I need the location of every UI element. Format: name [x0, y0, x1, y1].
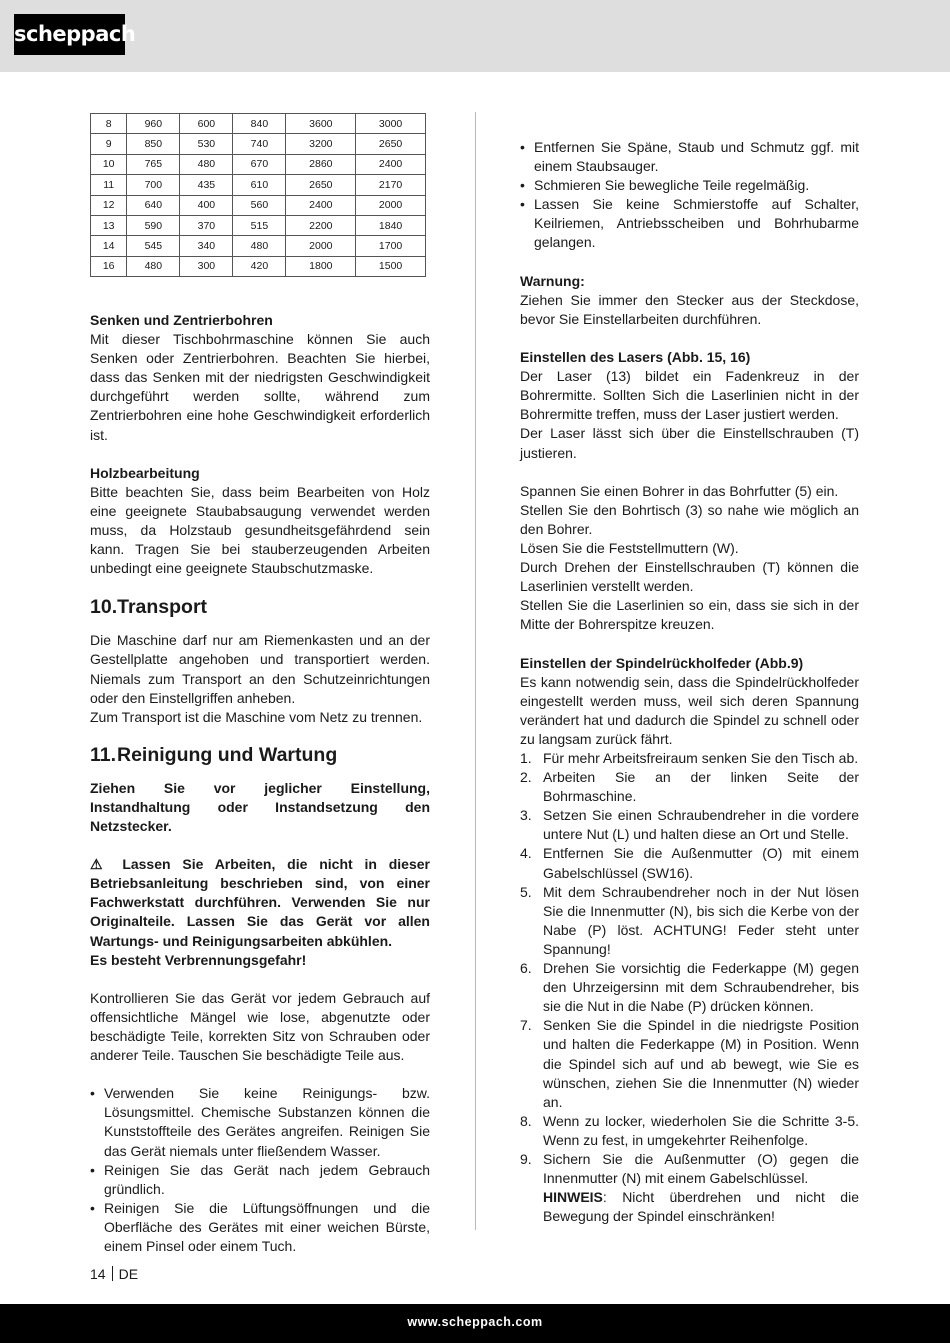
- notice-burn: Es besteht Verbrennungsgefahr!: [90, 951, 307, 968]
- paragraph-senken: Mit dieser Tischbohrmaschine können Sie auch Senken oder Zentrierbohren. Beachten Sie hierbei, dass das Senken mit der niedrigsten Geschwindigkeit durchgeführt werden sollte, während zum Zentrierbohren eine hohe Geschwindigkeit erforderlich ist.: [90, 331, 430, 443]
- list-item: 2. Arbeiten Sie an der linken Seite der Bohrmaschine.: [520, 769, 859, 805]
- table-cell: 1800: [286, 256, 356, 276]
- table-cell: 435: [180, 175, 233, 195]
- table-row: [91, 256, 426, 276]
- table-cell: 340: [180, 236, 233, 256]
- table-cell: 11: [91, 175, 127, 195]
- table-cell: 700: [127, 175, 180, 195]
- notice-unplug: Ziehen Sie vor jeglicher Einstellung, Instandhaltung oder Instandsetzung den Netzstecker.: [90, 779, 430, 834]
- table-cell: 16: [91, 256, 127, 276]
- table-cell: 1700: [356, 236, 426, 256]
- table-cell: 740: [233, 134, 286, 154]
- section-heading-warnung: Warnung:: [520, 272, 585, 289]
- list-item: 1. Für mehr Arbeitsfreiraum senken Sie den Tisch ab.: [520, 750, 859, 766]
- footer-url[interactable]: www.scheppach.com: [407, 1315, 543, 1329]
- table-row: [91, 154, 426, 174]
- paragraph-laser-6: Durch Drehen der Einstellschrauben (T) können die Laserlinien verstellt werden.: [520, 559, 859, 595]
- feder-steps: [520, 749, 859, 1226]
- table-cell: 2860: [286, 154, 356, 174]
- table-cell: 560: [233, 195, 286, 215]
- notice-workshop: ⚠ Lassen Sie Arbeiten, die nicht in dieser Betriebsanleitung beschrieben sind, von einer Fachwerkstatt durchführen. Verwenden Sie nur Originalteile. Lassen Sie das Gerät vor allen Wartungs- und Reinigungsarbeiten abkühlen.: [90, 856, 430, 949]
- table-row: [91, 134, 426, 154]
- list-item: 4. Entfernen Sie die Außenmutter (O) mit einem Gabelschlüssel (SW16).: [520, 845, 859, 881]
- section-heading-holz: Holzbearbeitung: [90, 464, 200, 481]
- table-cell: 9: [91, 134, 127, 154]
- page-header: [0, 0, 950, 72]
- list-item: • Verwenden Sie keine Reinigungs- bzw. Lösungsmittel. Chemische Substanzen können die Kunststoffteile des Gerätes angreifen. Reinigen Sie das Gerät niemals unter fließendem Wasser.: [90, 1085, 430, 1159]
- table-cell: 14: [91, 236, 127, 256]
- table-cell: 640: [127, 195, 180, 215]
- table-cell: 480: [233, 236, 286, 256]
- table-cell: 1840: [356, 215, 426, 235]
- list-item: • Schmieren Sie bewegliche Teile regelmäßig.: [520, 177, 810, 194]
- section-heading-laser: Einstellen des Lasers (Abb. 15, 16): [520, 349, 751, 366]
- table-cell: 10: [91, 154, 127, 174]
- left-column: [90, 311, 430, 1256]
- paragraph-kontrolle: Kontrollieren Sie das Gerät vor jedem Gebrauch auf offensichtliche Mängel wie lose, abgenutzte oder beschädigte Teile, korrekten Sitz von Schrauben oder anderer Teile. Tauschen Sie beschädigte Teile aus.: [90, 989, 430, 1064]
- table-cell: 2170: [356, 175, 426, 195]
- table-cell: 840: [233, 114, 286, 134]
- table-cell: 3600: [286, 114, 356, 134]
- hinweis-text: : Nicht überdrehen und nicht die Bewegung der Spindel einschränken!: [543, 1189, 859, 1225]
- hinweis-label: HINWEIS: [543, 1189, 603, 1206]
- list-item: • Entfernen Sie Späne, Staub und Schmutz ggf. mit einem Staubsauger.: [520, 139, 859, 175]
- paragraph-laser-2: Der Laser lässt sich über die Einstellschrauben (T) justieren.: [520, 425, 859, 461]
- table-cell: 480: [127, 256, 180, 276]
- list-item: • Reinigen Sie die Lüftungsöffnungen und die Oberfläche des Gerätes mit einer weichen Bürste, einem Pinsel oder einem Tuch.: [90, 1199, 430, 1255]
- table-cell: 610: [233, 175, 286, 195]
- list-item: 9. Sichern Sie die Außenmutter (O) gegen die Innenmutter (N) mit einem Gabelschlüssel. HINWEIS: Nicht überdrehen und nicht die Bewegung der Spindel einschränken!: [520, 1150, 859, 1225]
- table-cell: 1500: [356, 256, 426, 276]
- paragraph-warnung: Ziehen Sie immer den Stecker aus der Steckdose, bevor Sie Einstellarbeiten durchführen.: [520, 291, 859, 327]
- table-cell: 2200: [286, 215, 356, 235]
- table-cell: 2400: [286, 195, 356, 215]
- chapter-heading-reinigung: 11.Reinigung und Wartung: [90, 743, 338, 766]
- table-cell: 3000: [356, 114, 426, 134]
- table-cell: 2000: [356, 195, 426, 215]
- list-item: 7. Senken Sie die Spindel in die niedrigste Position und halten die Federkappe (M) in Position. Wenn die Spindel sich auf und ab bewegt, wie Sie es wünschen, ziehen Sie die Innenmutter (N) wieder an.: [520, 1017, 859, 1110]
- table-cell: 2000: [286, 236, 356, 256]
- section-heading-feder: Einstellen der Spindelrückholfeder (Abb.9): [520, 654, 804, 671]
- paragraph-laser-4: Stellen Sie den Bohrtisch (3) so nahe wie möglich an den Bohrer.: [520, 501, 859, 537]
- paragraph-laser-1: Der Laser (13) bildet ein Fadenkreuz in der Bohrermitte. Sollten Sich die Laserlinien nicht in der Bohrermitte treffen, muss der Laser justiert werden.: [520, 368, 859, 423]
- list-item: • Lassen Sie keine Schmierstoffe auf Schalter, Keilriemen, Antriebsscheiben und Bohrhubarme gelangen.: [520, 196, 859, 251]
- chapter-heading-transport: 10.Transport: [90, 596, 208, 619]
- table-cell: 600: [180, 114, 233, 134]
- table-cell: 3200: [286, 134, 356, 154]
- table-cell: 545: [127, 236, 180, 256]
- table-cell: 2650: [356, 134, 426, 154]
- right-column: [520, 138, 859, 1226]
- brand-logo: scheppach: [14, 14, 125, 55]
- table-cell: 2400: [356, 154, 426, 174]
- speed-table: [90, 113, 426, 277]
- table-cell: 13: [91, 215, 127, 235]
- table-cell: 370: [180, 215, 233, 235]
- table-cell: 8: [91, 114, 127, 134]
- table-cell: 12: [91, 195, 127, 215]
- cleaning-list: [90, 1084, 430, 1256]
- warning-icon: ⚠: [90, 856, 111, 873]
- table-row: [91, 195, 426, 215]
- table-cell: 530: [180, 134, 233, 154]
- table-cell: 400: [180, 195, 233, 215]
- table-cell: 300: [180, 256, 233, 276]
- table-cell: 480: [180, 154, 233, 174]
- table-cell: 960: [127, 114, 180, 134]
- table-row: [91, 215, 426, 235]
- paragraph-laser-7: Stellen Sie die Laserlinien so ein, dass sie sich in der Mitte der Bohrerspitze kreuzen.: [520, 597, 859, 633]
- table-cell: 515: [233, 215, 286, 235]
- list-item: • Reinigen Sie das Gerät nach jedem Gebrauch gründlich.: [90, 1161, 430, 1197]
- table-row: [91, 114, 426, 134]
- section-heading-senken: Senken und Zentrierbohren: [90, 312, 273, 328]
- page-footer: [0, 1304, 950, 1343]
- table-cell: 420: [233, 256, 286, 276]
- table-cell: 2650: [286, 175, 356, 195]
- list-item: 8. Wenn zu locker, wiederholen Sie die Schritte 3-5. Wenn zu fest, in umgekehrter Reihenfolge.: [520, 1112, 859, 1148]
- list-item: 6. Drehen Sie vorsichtig die Federkappe (M) gegen den Uhrzeigersinn mit dem Schraubendreher, bis sie die Nut in die Nabe (P) drücken können.: [520, 960, 859, 1015]
- paragraph-transport-1: Die Maschine darf nur am Riemenkasten und an der Gestellplatte angehoben und transportiert werden. Niemals zum Transport an den Schutzeinrichtungen oder den Einstellgriffen anheben.: [90, 632, 430, 706]
- paragraph-feder: Es kann notwendig sein, dass die Spindelrückholfeder eingestellt werden muss, weil sich deren Spannung verändert hat und dadurch die Spindel zu schnell oder zu langsam zurück fährt.: [520, 673, 859, 747]
- table-row: [91, 236, 426, 256]
- list-item: 3. Setzen Sie einen Schraubendreher in die vordere untere Nut (L) und halten diese an Ort und Stelle.: [520, 807, 859, 843]
- paragraph-holz: Bitte beachten Sie, dass beim Bearbeiten von Holz eine geeignete Staubabsaugung verwendet werden muss, da Holzstaub gesundheitsgefährdend sein kann. Tragen Sie bei stauberzeugenden Arbeiten unbedingt eine geeignete Staubschutzmaske.: [90, 483, 430, 577]
- list-item: 5. Mit dem Schraubendreher noch in der Nut lösen Sie die Innenmutter (N), bis sich die Kerbe von der Nabe (P) löst. ACHTUNG! Feder steht unter Spannung!: [520, 883, 859, 957]
- table-cell: 850: [127, 134, 180, 154]
- table-row: [91, 175, 426, 195]
- column-divider: [475, 112, 476, 1230]
- page-number: 14 DE: [90, 1266, 139, 1282]
- paragraph-transport-2: Zum Transport ist die Maschine vom Netz zu trennen.: [90, 708, 423, 725]
- table-cell: 670: [233, 154, 286, 174]
- maintenance-list: [520, 138, 859, 253]
- paragraph-laser-5: Lösen Sie die Feststellmuttern (W).: [520, 539, 739, 556]
- table-cell: 765: [127, 154, 180, 174]
- paragraph-laser-3: Spannen Sie einen Bohrer in das Bohrfutter (5) ein.: [520, 482, 839, 499]
- table-cell: 590: [127, 215, 180, 235]
